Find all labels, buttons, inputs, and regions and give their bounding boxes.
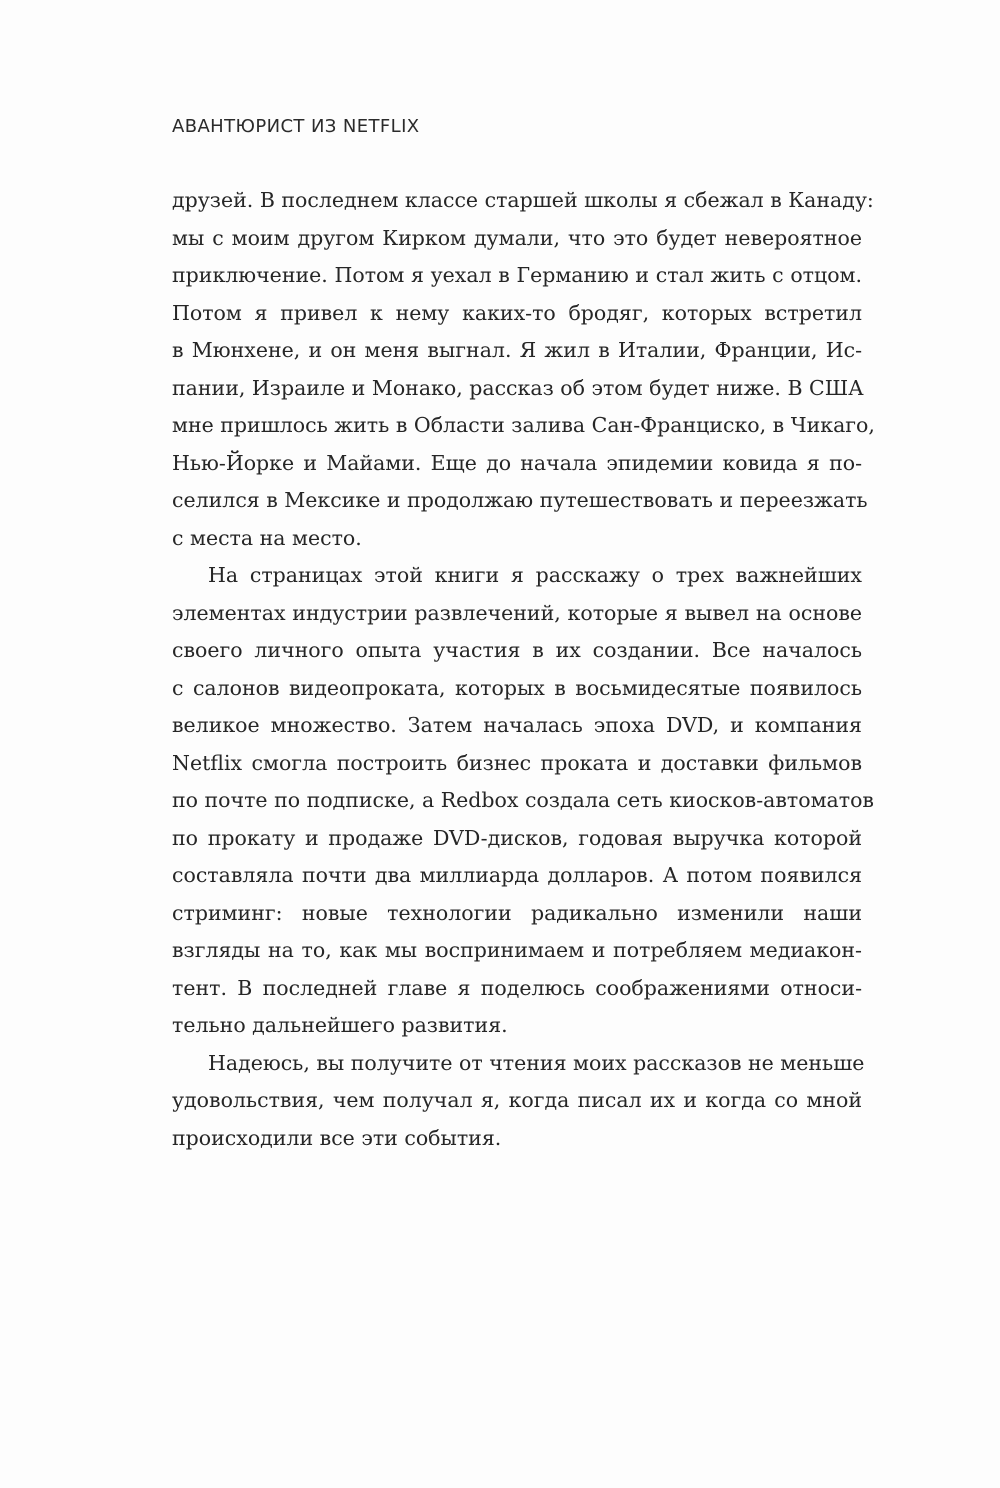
text-line: великое множество. Затем началась эпоха DVD, и компания [172, 713, 862, 737]
paragraph-1 [172, 182, 875, 557]
body-text [172, 182, 875, 1157]
text-line: друзей. В последнем классе старшей школы я сбежал в Канаду: [172, 188, 874, 212]
text-line: стриминг: новые технологии радикально изменили наши [172, 900, 862, 925]
text-line-last: с места на место. [172, 525, 362, 550]
text-line: мне пришлось жить в Области залива Сан-Франциско, в Чикаго, [172, 413, 875, 437]
text-line: по почте по подписке, а Redbox создала сеть киосков-автоматов [172, 788, 874, 812]
running-head: АВАНТЮРИСТ ИЗ NETFLIX [172, 116, 420, 137]
text-line: составляла почти два миллиарда долларов. А потом появился [172, 863, 862, 887]
text-line: Потом я привел к нему каких-то бродяг, которых встретил [172, 300, 862, 325]
text-line: пании, Израиле и Монако, рассказ об этом будет ниже. В США [172, 375, 864, 400]
text-line: Нью-Йорке и Майами. Еще до начала эпидемии ковида я по- [172, 450, 862, 475]
text-line: элементах индустрии развлечений, которые я вывел на основе [172, 600, 862, 625]
paragraph-3 [172, 1045, 865, 1158]
text-line: Netflix смогла построить бизнес проката и доставки фильмов [172, 750, 862, 775]
text-line: приключение. Потом я уехал в Германию и стал жить с отцом. [172, 263, 862, 287]
text-line-first: Надеюсь, вы получите от чтения моих рассказов не меньше [208, 1050, 865, 1075]
text-line-first: На страницах этой книги я расскажу о трех важнейших [208, 563, 862, 587]
text-line-last: происходили все эти события. [172, 1125, 502, 1150]
text-line: по прокату и продаже DVD-дисков, годовая выручка которой [172, 825, 862, 850]
text-line: с салонов видеопроката, которых в восьмидесятые появилось [172, 675, 862, 700]
text-line: удовольствия, чем получал я, когда писал их и когда со мной [172, 1088, 862, 1112]
text-line: мы с моим другом Кирком думали, что это будет невероятное [172, 225, 862, 250]
text-line: тент. В последней главе я поделюсь соображениями относи- [172, 975, 862, 1000]
text-line: взгляды на то, как мы воспринимаем и потребляем медиакон- [172, 938, 862, 962]
text-line: селился в Мексике и продолжаю путешествовать и переезжать [172, 488, 868, 512]
paragraph-2 [172, 557, 874, 1045]
text-line: своего личного опыта участия в их создании. Все началось [172, 638, 862, 662]
text-line-last: тельно дальнейшего развития. [172, 1013, 508, 1037]
text-line: в Мюнхене, и он меня выгнал. Я жил в Италии, Франции, Ис- [172, 338, 862, 362]
